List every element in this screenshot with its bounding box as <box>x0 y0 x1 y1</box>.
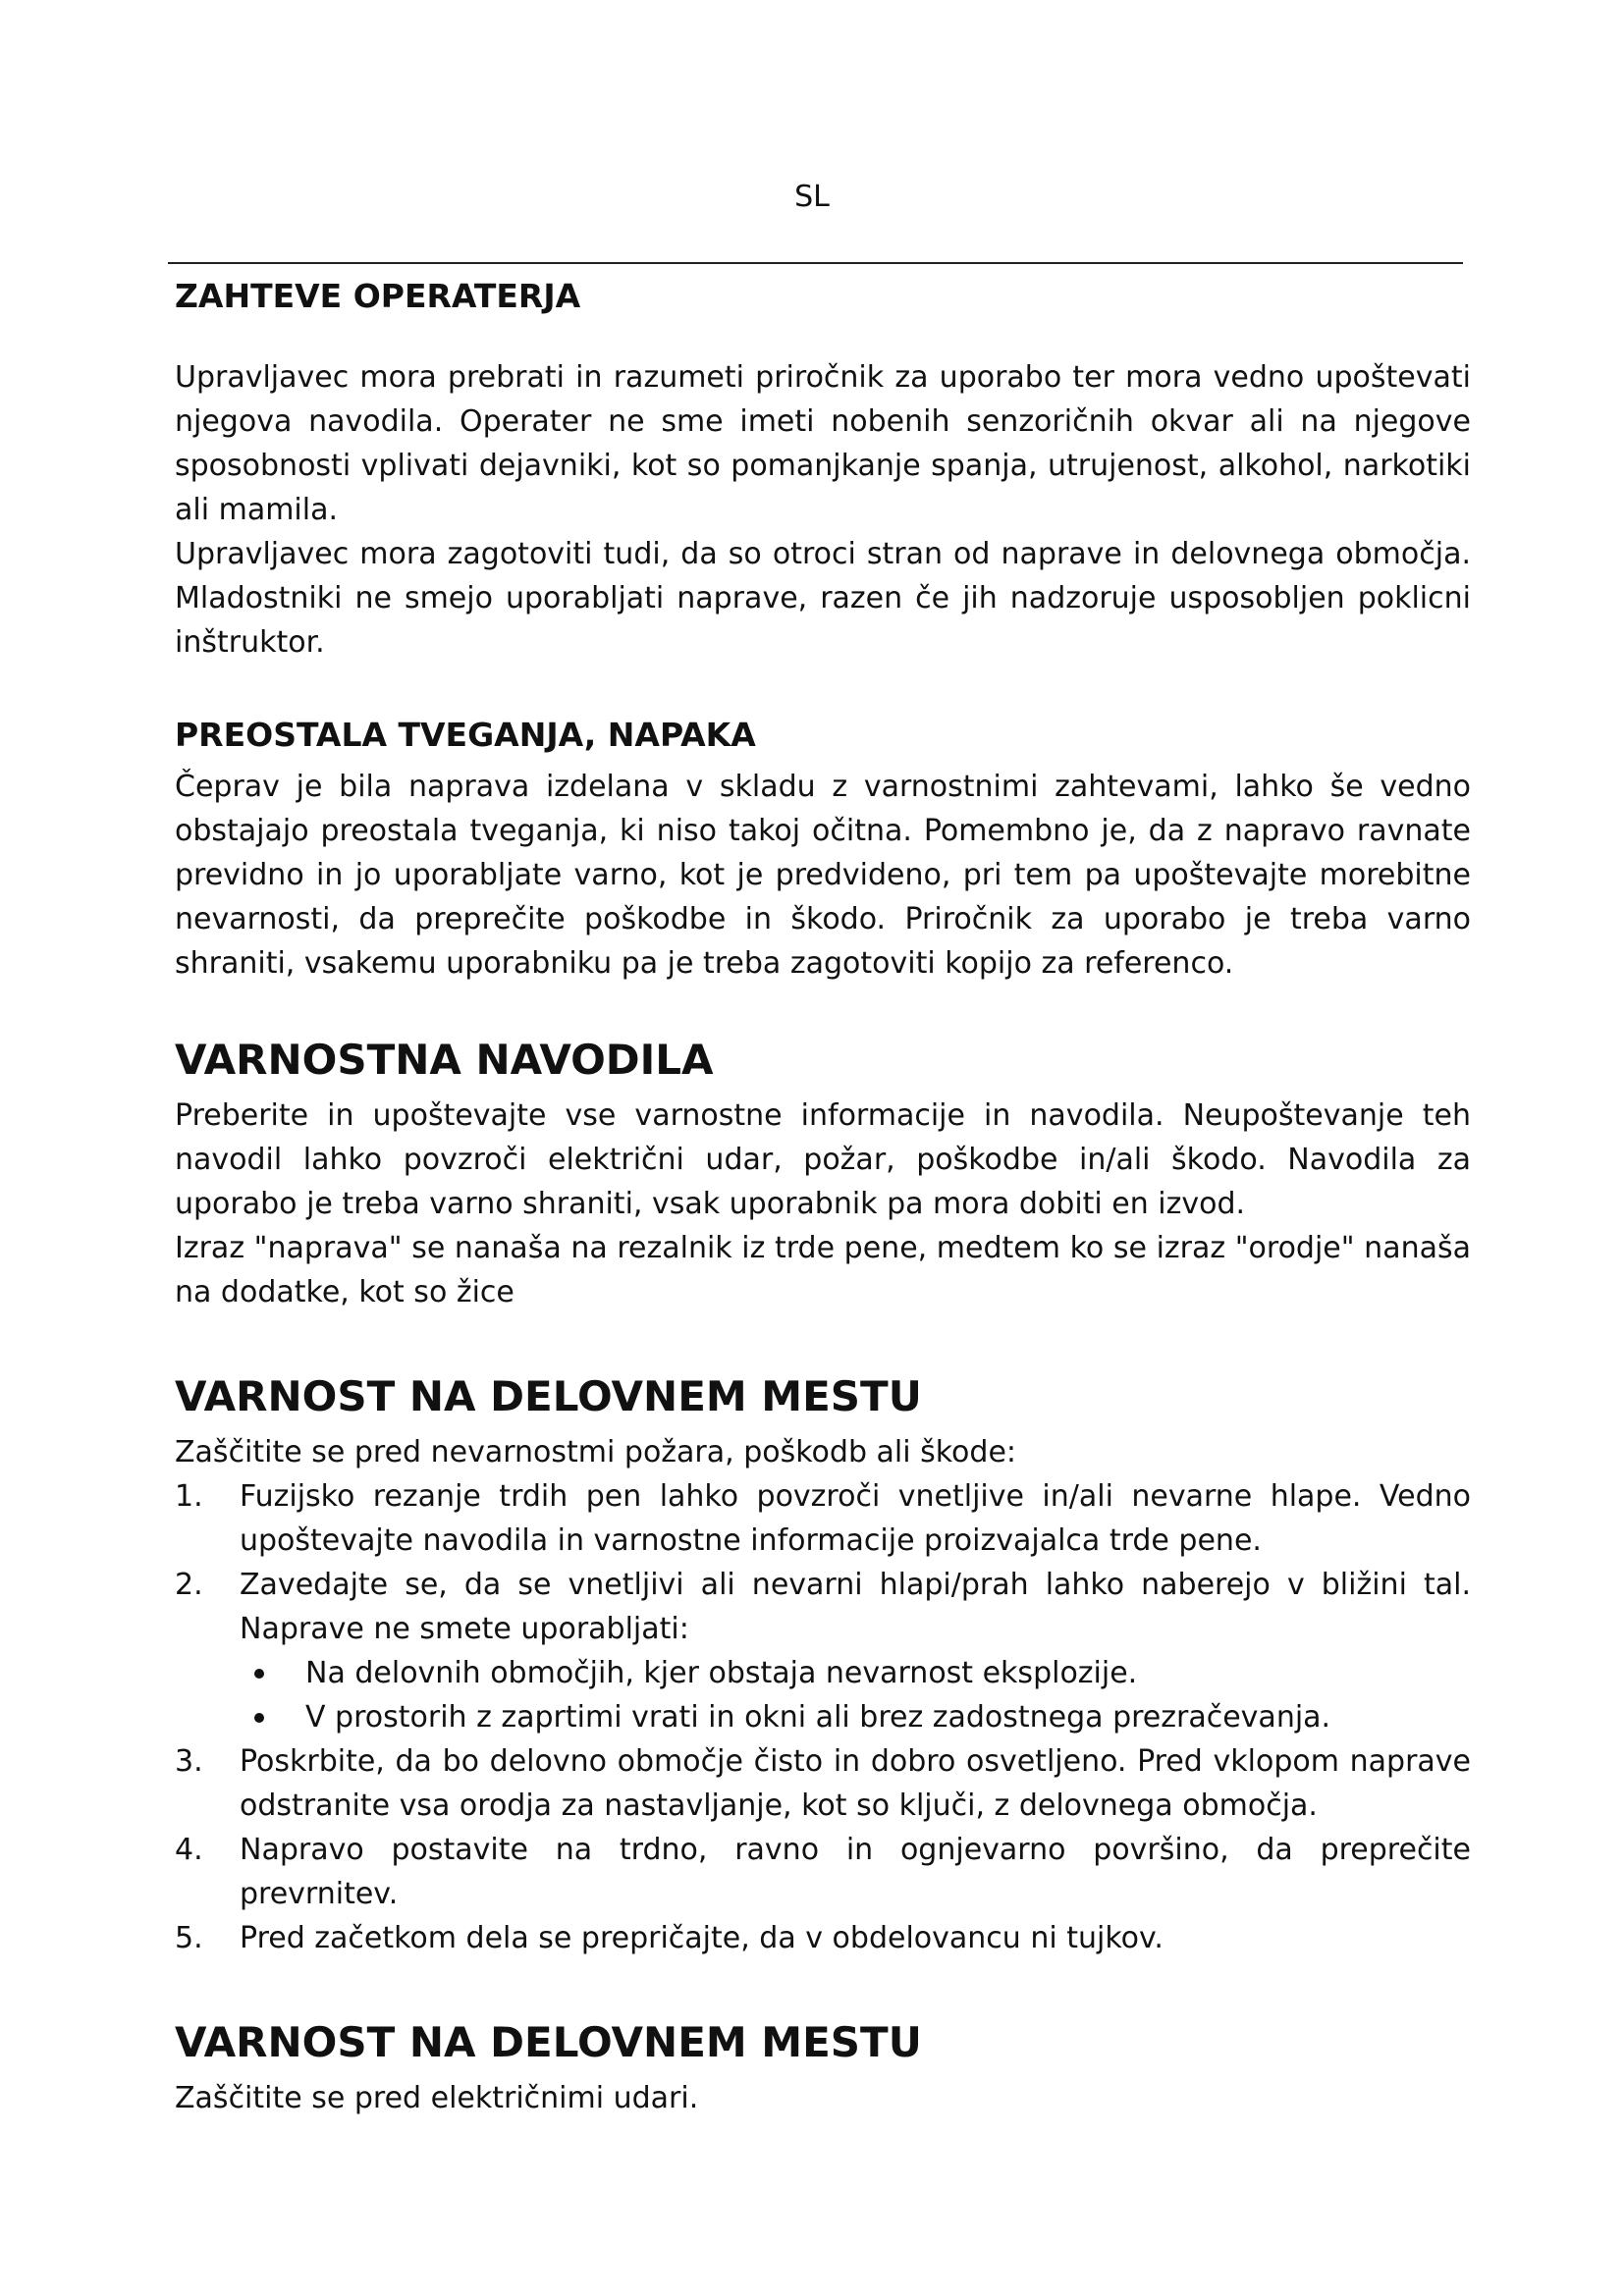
list-number: 1. <box>175 1479 203 1514</box>
paragraph: Upravljavec mora prebrati in razumeti priročnik za uporabo ter mora vedno upoštevati njegova navodila. Operater ne sme imeti nobenih senzoričnih okvar ali na njegove sposobnosti vplivati dejavniki, kot so pomanjkanje spanja, utrujenost, alkohol, narkotiki ali mamila. <box>175 360 1471 527</box>
list-item <box>175 1828 1471 1916</box>
section-heading: PREOSTALA TVEGANJA, NAPAKA <box>175 716 756 754</box>
section-safety-instructions <box>175 1027 1471 1314</box>
list-item-text: Fuzijsko rezanje trdih pen lahko povzroči vnetljive in/ali nevarne hlape. Vedno upoštevajte navodila in varnostne informacije proizvajalca trde pene. <box>240 1479 1471 1558</box>
list-item-text: Poskrbite, da bo delovno območje čisto in dobro osvetljeno. Pred vklopom naprave odstranite vsa orodja za nastavljanje, kot so ključi, z delovnega območja. <box>240 1744 1471 1823</box>
document-body <box>175 267 1471 2120</box>
list-item-text: Zavedajte se, da se vnetljivi ali nevarni hlapi/prah lahko naberejo v bližini tal. Naprave ne smete uporabljati: <box>240 1568 1471 1646</box>
section-residual-risks <box>175 706 1471 986</box>
section-electrical-safety <box>175 2009 1471 2120</box>
bullet-list <box>240 1651 1471 1739</box>
list-number: 4. <box>175 1833 203 1867</box>
paragraph: Preberite in upoštevajte vse varnostne informacije in navodila. Neupoštevanje teh navodil lahko povzroči električni udar, požar, poškodbe in/ali škodo. Navodila za uporabo je treba varno shraniti, vsak uporabnik pa mora dobiti en izvod. <box>175 1098 1471 1221</box>
section-heading: VARNOSTNA NAVODILA <box>175 1036 714 1084</box>
section-intro: Zaščitite se pred nevarnostmi požara, poškodb ali škode: <box>175 1435 1017 1469</box>
list-item-text: Napravo postavite na trdno, ravno in ognjevarno površino, da preprečite prevrnitev. <box>240 1833 1471 1911</box>
list-number: 3. <box>175 1744 203 1779</box>
paragraph: Upravljavec mora zagotoviti tudi, da so otroci stran od naprave in delovnega območja. Mladostniki ne smejo uporabljati naprave, razen če jih nadzoruje usposobljen poklicni inštruktor. <box>175 537 1471 660</box>
list-item-text: Pred začetkom dela se prepričajte, da v obdelovancu ni tujkov. <box>240 1921 1164 1955</box>
header-divider <box>168 262 1463 264</box>
list-item <box>175 1563 1471 1739</box>
section-heading: VARNOST NA DELOVNEM MESTU <box>175 2018 922 2066</box>
section-workplace-safety <box>175 1363 1471 1960</box>
bullet-item-text: V prostorih z zaprtimi vrati in okni ali brez zadostnega prezračevanja. <box>305 1700 1331 1735</box>
list-item <box>175 1916 1471 1960</box>
bullet-item <box>240 1695 1471 1739</box>
list-item <box>175 1739 1471 1828</box>
page-language-label: SL <box>794 180 830 214</box>
bullet-item-text: Na delovnih območjih, kjer obstaja nevarnost eksplozije. <box>305 1656 1138 1690</box>
list-number: 2. <box>175 1568 203 1602</box>
paragraph: Izraz "naprava" se nanaša na rezalnik iz trde pene, medtem ko se izraz "orodje" nanaša na dodatke, kot so žice <box>175 1231 1471 1309</box>
section-heading: ZAHTEVE OPERATERJA <box>175 277 581 315</box>
section-intro: Zaščitite se pred električnimi udari. <box>175 2081 699 2115</box>
section-heading: VARNOST NA DELOVNEM MESTU <box>175 1372 922 1420</box>
bullet-dot-icon <box>254 1713 264 1723</box>
bullet-item <box>240 1651 1471 1695</box>
numbered-list <box>175 1474 1471 1960</box>
list-item <box>175 1474 1471 1563</box>
section-operator-requirements <box>175 267 1471 665</box>
list-number: 5. <box>175 1921 203 1955</box>
bullet-dot-icon <box>254 1669 264 1679</box>
paragraph: Čeprav je bila naprava izdelana v skladu z varnostnimi zahtevami, lahko še vedno obstajajo preostala tveganja, ki niso takoj očitna. Pomembno je, da z napravo ravnate previdno in jo uporabljate varno, kot je predvideno, pri tem pa upoštevajte morebitne nevarnosti, da preprečite poškodbe in škodo. Priročnik za uporabo je treba varno shraniti, vsakemu uporabniku pa je treba zagotoviti kopijo za referenco. <box>175 770 1471 981</box>
